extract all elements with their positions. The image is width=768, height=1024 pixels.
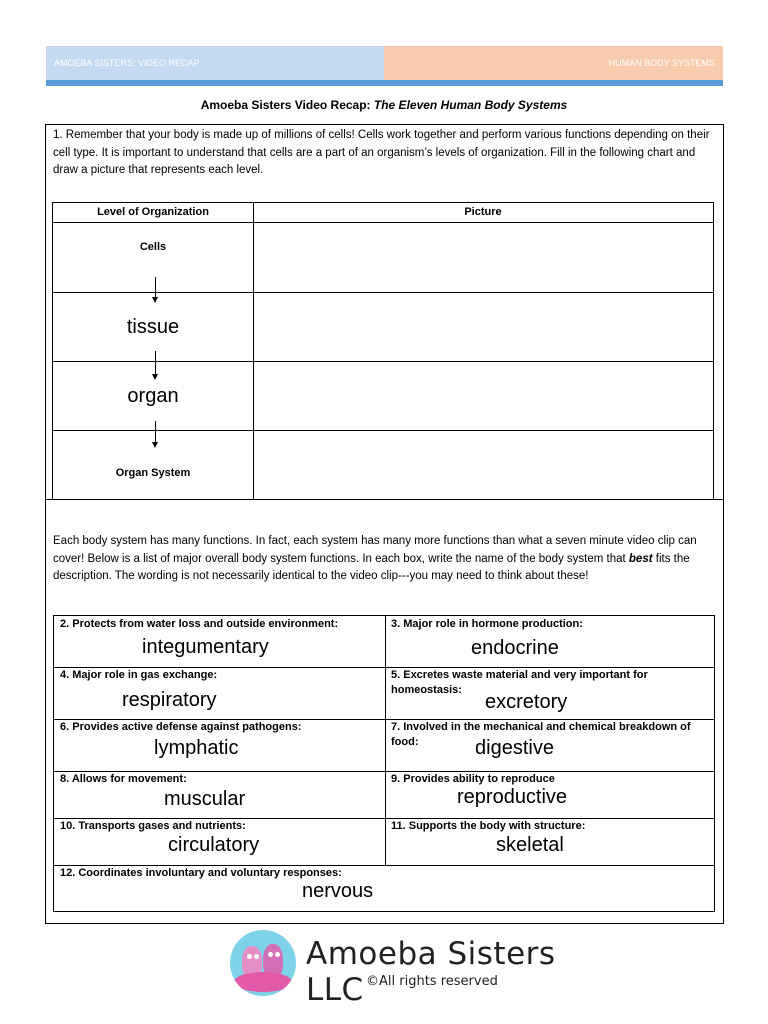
functions-intro-part2: fits the description. The wording is not necessarily identical to the video clip---you may need to think about these! [53,552,690,582]
title-italic: The Eleven Human Body Systems [373,98,568,112]
function-answer[interactable]: reproductive [457,786,568,808]
header-left-label: AMOEBA SISTERS: VIDEO RECAP [46,46,384,80]
header-banner [46,46,723,80]
levels-column-divider [253,203,254,499]
function-cell-4 [54,667,385,719]
col-header-level: Level of Organization [97,206,209,218]
row-divider [53,430,713,431]
function-cell-2 [54,616,385,667]
function-question: 10. Transports gases and nutrients: [60,820,246,832]
function-question: 11. Supports the body with structure: [391,820,586,832]
function-answer[interactable]: muscular [164,788,246,810]
function-question: 12. Coordinates involuntary and voluntary responses: [60,867,342,879]
function-answer[interactable]: skeletal [496,834,564,856]
function-answer[interactable]: excretory [485,691,568,713]
function-answer[interactable]: lymphatic [154,737,239,759]
function-cell-6 [54,719,385,771]
level-tissue: tissue [126,316,180,338]
level-organ-system: Organ System [115,467,191,479]
function-cell-10 [54,818,385,865]
functions-table [53,615,715,912]
function-answer[interactable]: nervous [302,880,374,902]
function-question: 6. Provides active defense against pathogens: [60,721,302,733]
function-cell-7 [385,719,716,771]
row-divider [53,292,713,293]
function-question: 8. Allows for movement: [60,773,187,785]
function-answer[interactable]: integumentary [142,636,269,658]
function-question: 9. Provides ability to reproduce [391,773,555,785]
function-question: 5. Excretes waste material and very important for homeostasis: [391,669,648,696]
function-answer[interactable]: circulatory [168,834,260,856]
function-answer[interactable]: digestive [475,737,554,759]
function-question: 4. Major role in gas exchange: [60,669,218,681]
function-cell-8 [54,771,385,818]
function-question: 7. Involved in the mechanical and chemical breakdown of food: [391,721,691,748]
header-right-label: HUMAN BODY SYSTEMS [384,46,723,80]
page-title [0,98,768,112]
title-prefix: Amoeba Sisters Video Recap: [200,98,374,112]
footer [228,928,588,1008]
function-cell-5 [385,667,716,719]
amoeba-sisters-logo [230,930,296,996]
function-cell-11 [385,818,716,865]
function-answer[interactable]: endocrine [471,637,559,659]
function-cell-9 [385,771,716,818]
function-cell-12 [54,865,716,912]
functions-intro-part1: Each body system has many functions. In fact, each system has many more functions than what a seven minute video clip can cover! Below is a list of major overall body system functions. In each box, write the name of the body system that [53,535,697,565]
copyright-text: ©All rights reserved [366,974,498,989]
col-header-picture: Picture [464,206,502,218]
header-accent-bar [46,80,723,86]
intro-paragraph: 1. Remember that your body is made up of millions of cells! Cells work together and perform various functions depending on their cell type. It is important to understand that cells are a part of an organism’s levels of organization. Fill in the following chart and draw a picture that represents each level. [53,129,710,176]
row-divider [53,361,713,362]
function-cell-3 [385,616,716,667]
function-answer[interactable]: respiratory [122,689,217,711]
levels-table [52,202,714,500]
function-question: 3. Major role in hormone production: [391,618,583,630]
functions-intro-paragraph [53,533,718,586]
level-organ: organ [127,385,179,407]
functions-intro-emphasis: best [628,552,653,565]
brand-name: Amoeba Sisters LLC [306,936,556,1008]
levels-table-header [53,203,713,223]
function-question: 2. Protects from water loss and outside environment: [60,618,339,630]
level-cells: Cells [139,241,167,253]
